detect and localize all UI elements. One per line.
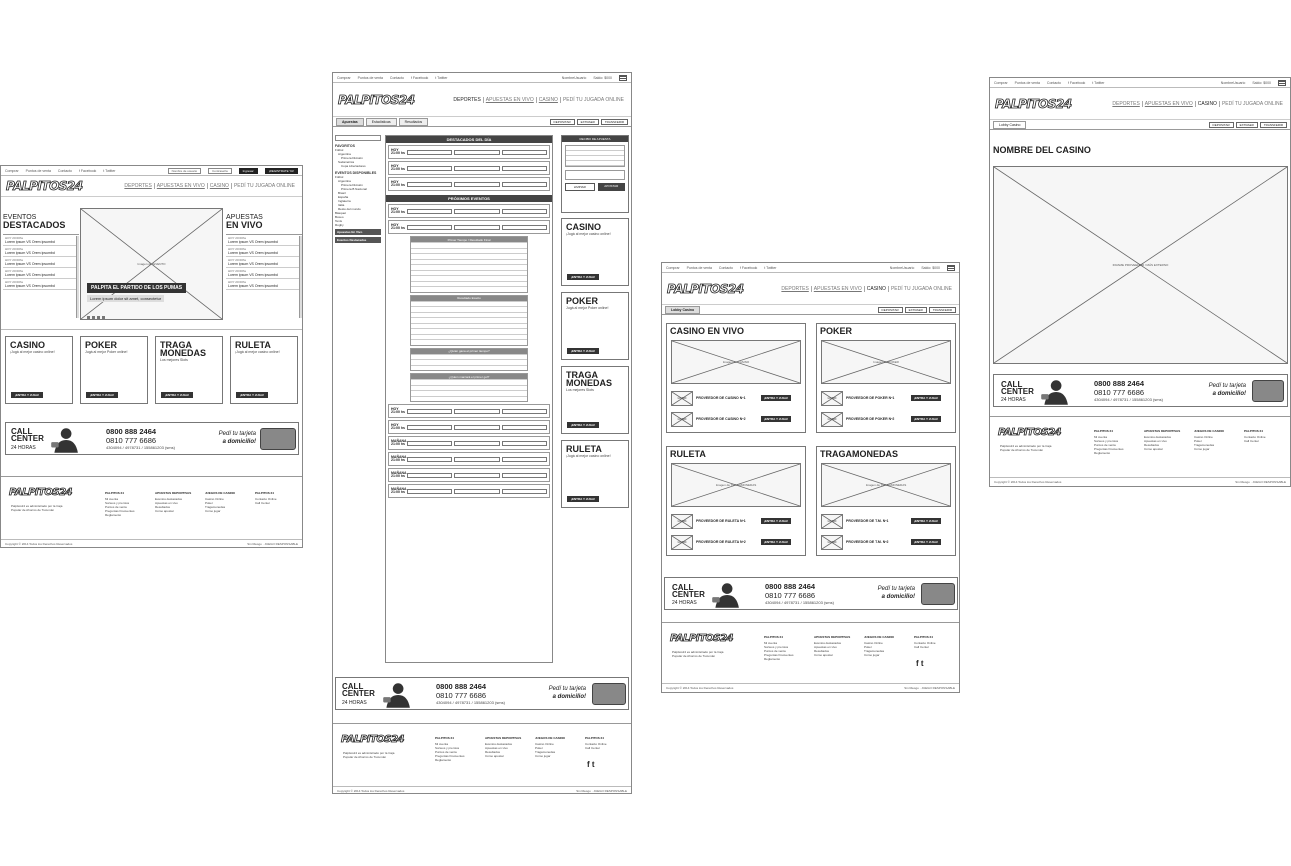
footer-col-3: JUEGOS DE CASINO Casino Online Poker Tragamonedas Cómo jugar (864, 635, 895, 657)
section-image[interactable]: Imagen de TRAGAMONEDAS (671, 463, 801, 507)
tab-apuestas[interactable]: Apuestas (336, 118, 364, 126)
tab-lobby-casino[interactable]: Lobby Casino (665, 306, 700, 314)
provider-row[interactable]: LOGO PROVEEDOR DE CASINO Nº1 ¡ENTRA Y JUGA! (671, 390, 791, 406)
twitter-link[interactable]: t Twitter (764, 265, 777, 270)
card-poker[interactable]: POKER Jugá al mejor Poker online! ¡ENTRA Y JUGA! (561, 292, 629, 360)
nav-apuestas-vivo[interactable]: APUESTAS EN VIVO (486, 97, 537, 103)
nav-pedi-jugada[interactable]: PEDÍ TU JUGADA ONLINE (1221, 100, 1283, 107)
provider-row[interactable]: LOGO PROVEEDOR DE T.M. Nº1 ¡ENTRA Y JUGA! (821, 513, 941, 529)
tree-item[interactable]: Inglaterra (338, 199, 351, 203)
link-comprar[interactable]: Comprar (5, 168, 19, 173)
section-title: RULETA (670, 449, 706, 459)
en-vivo-panel (226, 214, 302, 324)
footer-info: Palpitos24 es administrado por la Caja Popular de Ahorros de Tucumán (11, 504, 63, 512)
play-button[interactable]: ¡ENTRA Y JUGA! (761, 518, 791, 524)
operator-icon (48, 427, 80, 453)
facebook-link[interactable]: f Facebook (1067, 80, 1086, 85)
footer-col-4: PALPITOS 24 Contacto Online Call Center (1244, 429, 1266, 443)
footer-logo[interactable]: PALPITOS24 (998, 427, 1062, 438)
twitter-link[interactable]: t Twitter (1092, 80, 1105, 85)
odds-row[interactable] (411, 339, 527, 345)
section-ruleta (666, 446, 806, 556)
call-hours: 24 HORAS (1001, 397, 1026, 403)
menu-icon[interactable] (1278, 80, 1286, 86)
provider-row[interactable]: LOGO PROVEEDOR DE POKER Nº2 ¡ENTRA Y JUGA! (821, 411, 941, 427)
copyright: Copyright © 2014 Todos los Derechos Reservados Sin Riesgo · JUEGO RESPONSABLE (990, 477, 1290, 486)
operator-icon (380, 682, 412, 708)
social-icons[interactable] (916, 659, 924, 668)
play-button[interactable]: ¡ENTRA Y JUGA! (911, 518, 941, 524)
top-bar (333, 73, 631, 83)
password-input[interactable]: Contraseña (208, 168, 232, 174)
nav-pedi-jugada[interactable]: PEDÍ TU JUGADA ONLINE (890, 285, 952, 292)
call-number-3: 4304094 / 4978731 / 155861203 (sms) (436, 700, 505, 705)
nav-deportes[interactable]: DEPORTES (781, 286, 811, 292)
nav-apuestas-vivo[interactable]: APUESTAS EN VIVO (157, 183, 208, 189)
footer-col-2: APUESTAS DEPORTIVAS Eventos destacados Apuestas en vivo Resultados Cómo apostar (155, 491, 192, 513)
facebook-icon[interactable]: f (916, 659, 919, 668)
play-button[interactable]: ¡ENTRA Y JUGA! (11, 392, 43, 398)
bet-slip-header: RECIBO DE APUESTA (562, 136, 628, 142)
play-button[interactable]: ¡ENTRA Y JUGA! (567, 422, 599, 428)
list-item[interactable]: HOY 20:00hs Lorem ipsum VS Orem ipsumbd (3, 235, 79, 246)
list-item[interactable]: HOY 20:00hs Lorem ipsum VS Orem ipsumbd (3, 257, 79, 268)
odds-row[interactable] (411, 365, 527, 371)
call-number-2: 0810 777 6686 (1094, 388, 1145, 397)
card-casino[interactable]: CASINO ¡Jugá al mejor casino online! ¡ENTRA Y JUGA! (5, 336, 73, 404)
bet-slip-amount[interactable] (565, 170, 625, 180)
play-button[interactable]: ¡ENTRA Y JUGA! (567, 274, 599, 280)
list-item[interactable]: HOY 20:00hs Lorem ipsum VS Orem ipsumbd (226, 279, 302, 290)
social-icons[interactable] (587, 760, 595, 769)
event-row[interactable]: HOY 21:00 hs (388, 404, 550, 418)
call-center-banner[interactable] (5, 422, 299, 455)
tree-item[interactable]: España (338, 195, 349, 199)
events-column (385, 135, 553, 663)
section-title: POKER (820, 326, 853, 336)
section-tragamonedas (816, 446, 956, 556)
operator-icon (709, 582, 741, 608)
user-name[interactable]: NombreUsuario (889, 265, 915, 270)
card-image (921, 583, 955, 605)
nav-casino[interactable]: CASINO (1198, 101, 1220, 107)
tree-item[interactable]: Primera B Nacional (341, 187, 367, 191)
nav-apuestas-vivo[interactable]: APUESTAS EN VIVO (814, 286, 865, 292)
nav-pedi-jugada[interactable]: PEDÍ TU JUGADA ONLINE (233, 183, 295, 189)
call-pedi-tarjeta: Pedí tu tarjeta a domicilio! (1208, 383, 1246, 397)
footer-col-2: APUESTAS DEPORTIVAS Eventos destacados Apuestas en vivo Resultados Cómo apostar (485, 736, 522, 758)
footer-info: Palpitos24 es administrado por la Caja Popular de Ahorros de Tucumán (1000, 444, 1052, 452)
market-resultado-exacto: Resultado Exacto (410, 295, 528, 346)
iframe-caption: IFRAME PROVEEDOR / MÁS EXTERNO (1112, 263, 1169, 267)
provider-row[interactable]: LOGO PROVEEDOR DE RULETA Nº2 ¡ENTRA Y JUGA! (671, 534, 791, 550)
extraer-button[interactable]: EXTRAER (1236, 122, 1258, 128)
nav-casino[interactable]: CASINO (867, 286, 889, 292)
call-pedi-tarjeta: Pedí tu tarjeta a domicilio! (877, 586, 915, 600)
eventos-destacados-button[interactable]: Eventos Destacados (335, 237, 381, 243)
footer-info: Palpitos24 es administrado por la Caja Popular de Ahorros de Tucumán (343, 751, 395, 759)
card-image (260, 428, 296, 450)
call-title: CALL CENTER (11, 427, 44, 443)
destacados-panel (3, 214, 79, 324)
tab-resultados[interactable]: Resultados (399, 118, 429, 126)
call-title: CALL CENTER (1001, 380, 1034, 396)
nav-deportes[interactable]: DEPORTES (124, 183, 154, 189)
tree-item[interactable]: Rugby (335, 223, 344, 227)
casino-iframe[interactable] (993, 166, 1288, 364)
link-puntos-venta[interactable]: Puntos de venta (1014, 80, 1040, 85)
banner-caption: Imagen del EVENTO (137, 262, 166, 266)
tree-item[interactable]: Fútbol (335, 148, 344, 152)
footer-col-1: PALPITOS 24 Mi cuenta Sorteos y premios Puntos de venta Preguntas Frecuentes Reglamento (1094, 429, 1124, 455)
copyright: Copyright © 2014 Todos los Derechos Reservados Sin Riesgo · JUEGO RESPONSABLE (662, 683, 959, 692)
list-item[interactable]: HOY 20:00hs Lorem ipsum VS Orem ipsumbd (226, 235, 302, 246)
call-center-banner[interactable] (664, 577, 958, 610)
facebook-icon[interactable]: f (587, 760, 590, 769)
link-comprar[interactable]: Comprar (666, 265, 680, 270)
transferir-button[interactable]: TRANSFERIR (1260, 122, 1287, 128)
scrollbar[interactable] (299, 236, 302, 318)
link-contacto[interactable]: Contacto (1046, 80, 1061, 85)
link-puntos-venta[interactable]: Puntos de venta (357, 75, 383, 80)
market-primer-tiempo: Primer Tiempo / Resultado Final (410, 236, 528, 293)
apuestas-vivo-button[interactable]: Apuestas En Vivo (335, 229, 381, 235)
tree-item[interactable]: Primera División (341, 183, 363, 187)
list-item[interactable]: HOY 20:00hs Lorem ipsum VS Orem ipsumbd (226, 246, 302, 257)
site-footer (333, 723, 631, 794)
transferir-button[interactable]: TRANSFERIR (929, 307, 956, 313)
destacados-header: DESTACADOS DEL DÍA (386, 136, 552, 143)
vivo-title-b: EN VIVO (226, 220, 263, 230)
nav-casino[interactable]: CASINO (539, 97, 561, 103)
footer-logo[interactable]: PALPITOS24 (9, 487, 73, 498)
eventos-disponibles-heading: EVENTOS DISPONIBLES (335, 171, 377, 175)
provider-row[interactable]: LOGO PROVEEDOR DE POKER Nº1 ¡ENTRA Y JUGA! (821, 390, 941, 406)
sub-tabs (333, 117, 631, 127)
footer-col-4: PALPITOS 24 Contacto Online Call Center (914, 635, 936, 649)
call-number-1: 0800 888 2464 (765, 582, 816, 591)
play-button[interactable]: ¡ENTRA Y JUGA! (236, 392, 268, 398)
call-title: CALL CENTER (342, 682, 375, 698)
bet-slip (561, 135, 629, 213)
event-row[interactable]: MAÑANA 21:00 hs (388, 484, 550, 498)
call-number-1: 0800 888 2464 (1094, 379, 1145, 388)
nav-casino[interactable]: CASINO (210, 183, 232, 189)
top-bar (1, 166, 302, 176)
depositar-button[interactable]: DEPOSITAR (878, 307, 903, 313)
footer-col-1: PALPITOS 24 Mi cuenta Sorteos y premios Puntos de venta Preguntas Frecuentes Reglamento (764, 635, 794, 661)
site-footer (1, 476, 302, 548)
link-contacto[interactable]: Contacto (718, 265, 733, 270)
tree-item[interactable]: Sudamérica (338, 160, 355, 164)
section-image[interactable]: Imagen de TRAGAMONEDAS (821, 463, 951, 507)
nav-apuestas-vivo[interactable]: APUESTAS EN VIVO (1145, 101, 1196, 107)
play-button[interactable]: ¡ENTRA Y JUGA! (161, 392, 193, 398)
footer-col-1: PALPITOS 24 Mi cuenta Sorteos y premios Puntos de venta Preguntas Frecuentes Reglamento (105, 491, 135, 517)
call-number-3: 4304094 / 4978731 / 155861203 (sms) (765, 600, 834, 605)
list-item[interactable]: HOY 20:00hs Lorem ipsum VS Orem ipsumbd (3, 246, 79, 257)
user-saldo: Saldo: $000 (593, 75, 612, 80)
link-comprar[interactable]: Comprar (337, 75, 351, 80)
depositar-button[interactable]: DEPOSITAR (550, 119, 575, 125)
tree-item[interactable]: Tenis (335, 219, 343, 223)
site-footer (662, 622, 959, 693)
nav-pedi-jugada[interactable]: PEDÍ TU JUGADA ONLINE (562, 96, 624, 103)
facebook-link[interactable]: f Facebook (78, 168, 97, 173)
tree-item[interactable]: Básquet (335, 211, 347, 215)
top-bar (662, 263, 959, 273)
market-primer-gol: ¿Quién marcará el primer gol? (410, 373, 528, 402)
provider-row[interactable]: LOGO PROVEEDOR DE CASINO Nº2 ¡ENTRA Y JUGA! (671, 411, 791, 427)
twitter-icon[interactable]: t (920, 659, 924, 668)
home-page-mockup (0, 165, 303, 548)
destacados-title-b: DESTACADOS (3, 220, 66, 230)
facebook-link[interactable]: f Facebook (410, 75, 429, 80)
footer-logo[interactable]: PALPITOS24 (341, 734, 405, 745)
sub-tabs (990, 120, 1290, 130)
card-poker[interactable]: POKER Jugá al mejor Poker online! ¡ENTRA Y JUGA! (80, 336, 148, 404)
tree-item[interactable]: Boxeo (335, 215, 344, 219)
site-header (990, 88, 1290, 120)
depositar-button[interactable]: DEPOSITAR (1209, 122, 1234, 128)
menu-icon[interactable] (947, 265, 955, 271)
site-logo[interactable]: PALPITOS24 (667, 281, 744, 296)
call-hours: 24 HORAS (672, 600, 697, 606)
sports-sidebar (335, 135, 381, 243)
transferir-button[interactable]: TRANSFERIR (601, 119, 628, 125)
section-title: TRAGAMONEDAS (820, 449, 898, 459)
call-pedi-tarjeta: Pedí tu tarjeta a domicilio! (218, 431, 256, 445)
featured-banner[interactable] (80, 208, 223, 320)
sub-tabs (662, 305, 959, 315)
card-ruleta[interactable]: RULETA ¡Jugá al mejor casino online! ¡ENTRA Y JUGA! (230, 336, 298, 404)
vivo-title-a: APUESTAS (226, 214, 263, 221)
tree-item[interactable]: Italia (338, 203, 345, 207)
footer-col-3: JUEGOS DE CASINO Casino Online Poker Tragamonedas Cómo jugar (1194, 429, 1225, 451)
footer-col-2: APUESTAS DEPORTIVAS Eventos destacados Apuestas en vivo Resultados Cómo apostar (814, 635, 851, 657)
card-image (1252, 380, 1284, 402)
play-button[interactable]: ¡ENTRA Y JUGA! (86, 392, 118, 398)
footer-info: Palpitos24 es administrado por la Caja Popular de Ahorros de Tucumán (672, 650, 724, 658)
user-name[interactable]: NombreUsuario (1220, 80, 1246, 85)
call-hours: 24 HORAS (11, 445, 36, 451)
odds-row[interactable] (411, 396, 527, 402)
card-tragamonedas[interactable]: TRAGA MONEDAS Los mejores Slots ¡ENTRA Y JUGA! (561, 366, 629, 434)
call-number-1: 0800 888 2464 (106, 427, 157, 436)
market-primer-tiempo-ganador: ¿Quién gana el primer tiempo? (410, 348, 528, 372)
limpiar-button[interactable]: LIMPIAR (565, 183, 595, 191)
odds-row[interactable] (411, 286, 527, 292)
play-button[interactable]: ¡ENTRA Y JUGA! (911, 539, 941, 545)
event-row[interactable]: HOY 21:00 hs (388, 204, 550, 218)
sidebar-search-input[interactable] (335, 135, 381, 141)
list-item[interactable]: HOY 20:00hs Lorem ipsum VS Orem ipsumbd (3, 279, 79, 290)
site-header (333, 83, 631, 117)
section-image[interactable]: Imagen de CASINO (671, 340, 801, 384)
card-casino[interactable]: CASINO ¡Jugá al mejor casino online! ¡ENTRA Y JUGA! (561, 218, 629, 286)
user-saldo: Saldo: $000 (921, 265, 940, 270)
footer-col-2: APUESTAS DEPORTIVAS Eventos destacados Apuestas en vivo Resultados Cómo apostar (1144, 429, 1181, 451)
play-button[interactable]: ¡ENTRA Y JUGA! (911, 416, 941, 422)
banner-title: PALPITA EL PARTIDO DE LOS PUMAS (87, 283, 186, 293)
favoritos-heading: FAVORITOS (335, 144, 355, 148)
banner-pager[interactable] (87, 306, 107, 320)
play-button[interactable]: ¡ENTRA Y JUGA! (761, 416, 791, 422)
twitter-link[interactable]: t Twitter (103, 168, 116, 173)
site-header (662, 273, 959, 305)
tree-item[interactable]: Argentina (338, 179, 351, 183)
event-row[interactable]: HOY 21:00 hs (388, 420, 550, 434)
tree-item[interactable]: Argentina (338, 152, 351, 156)
section-image[interactable]: Imagen de POKER (821, 340, 951, 384)
event-row[interactable]: MAÑANA 21:00 hs (388, 468, 550, 482)
call-number-2: 0810 777 6686 (106, 436, 157, 445)
apostar-button[interactable]: APOSTAR (598, 183, 626, 191)
twitter-icon[interactable]: t (591, 760, 595, 769)
site-logo[interactable]: PALPITOS24 (995, 96, 1072, 111)
play-button[interactable]: ¡ENTRA Y JUGA! (567, 496, 599, 502)
section-poker (816, 323, 956, 433)
event-row[interactable]: HOY 21:00 hs (388, 220, 550, 234)
event-row[interactable]: MAÑANA 21:00 hs (388, 452, 550, 466)
call-hours: 24 HORAS (342, 700, 367, 706)
call-title: CALL CENTER (672, 583, 705, 599)
sports-page-mockup (332, 72, 632, 794)
username-input[interactable]: Nombre de usuario (168, 168, 202, 174)
footer-col-3: JUEGOS DE CASINO Casino Online Poker Tragamonedas Cómo jugar (535, 736, 566, 758)
card-image (592, 683, 626, 705)
link-puntos-venta[interactable]: Puntos de venta (25, 168, 51, 173)
scrollbar[interactable] (76, 236, 79, 318)
link-contacto[interactable]: Contacto (389, 75, 404, 80)
site-logo[interactable]: PALPITOS24 (6, 179, 83, 193)
extraer-button[interactable]: EXTRAER (577, 119, 599, 125)
call-center-banner[interactable] (335, 677, 629, 710)
call-number-2: 0810 777 6686 (765, 591, 816, 600)
event-row[interactable]: HOY 21:00 hs (388, 177, 550, 191)
call-number-3: 4304094 / 4978731 / 155861203 (sms) (106, 445, 175, 450)
call-number-2: 0810 777 6686 (436, 691, 487, 700)
card-ruleta[interactable]: RULETA ¡Jugá al mejor casino online! ¡ENTRA Y JUGA! (561, 440, 629, 508)
casino-name-title: NOMBRE DEL CASINO (993, 145, 1091, 155)
section-casino-en-vivo (666, 323, 806, 433)
operator-icon (1038, 379, 1070, 405)
banner-subtitle: Lorem ipsum dolor sit amet, consectetur (87, 295, 164, 302)
proximos-header: PRÓXIMOS EVENTOS (386, 195, 552, 202)
link-comprar[interactable]: Comprar (994, 80, 1008, 85)
facebook-link[interactable]: f Facebook (739, 265, 758, 270)
nav-deportes[interactable]: DEPORTES (453, 97, 483, 103)
list-item[interactable]: HOY 20:00hs Lorem ipsum VS Orem ipsumbd (3, 268, 79, 279)
card-tragamonedas[interactable]: TRAGA MONEDAS Los mejores Slots ¡ENTRA Y JUGA! (155, 336, 223, 404)
tree-item[interactable]: Fútbol (335, 175, 344, 179)
copyright: Copyright © 2014 Todos los Derechos Reservados Sin Riesgo · JUEGO RESPONSABLE (1, 539, 302, 548)
call-pedi-tarjeta: Pedí tu tarjeta a domicilio! (548, 686, 586, 700)
event-row[interactable]: HOY 21:00 hs (388, 145, 550, 159)
play-button[interactable]: ¡ENTRA Y JUGA! (761, 395, 791, 401)
casino-game-mockup (989, 77, 1291, 487)
provider-row[interactable]: LOGO PROVEEDOR DE RULETA Nº1 ¡ENTRA Y JUGA! (671, 513, 791, 529)
site-header (1, 176, 302, 197)
play-button[interactable]: ¡ENTRA Y JUGA! (567, 348, 599, 354)
link-puntos-venta[interactable]: Puntos de venta (686, 265, 712, 270)
casino-lobby-mockup (661, 262, 960, 693)
event-row[interactable]: MAÑANA 21:00 hs (388, 436, 550, 450)
register-button[interactable]: ¡REGISTRATE YA! (265, 168, 298, 174)
copyright: Copyright © 2014 Todos los Derechos Reservados Sin Riesgo · JUEGO RESPONSABLE (333, 786, 631, 794)
provider-row[interactable]: LOGO PROVEEDOR DE T.M. Nº2 ¡ENTRA Y JUGA! (821, 534, 941, 550)
footer-col-1: PALPITOS 24 Mi cuenta Sorteos y premios Puntos de venta Preguntas Frecuentes Reglamento (435, 736, 465, 762)
call-number-1: 0800 888 2464 (436, 682, 487, 691)
list-item[interactable]: HOY 20:00hs Lorem ipsum VS Orem ipsumbd (226, 268, 302, 279)
destacados-title-a: EVENTOS (3, 214, 37, 221)
tree-item[interactable]: Brasil (338, 191, 346, 195)
bet-slip-list[interactable] (565, 145, 625, 167)
nav-deportes[interactable]: DEPORTES (1112, 101, 1142, 107)
tab-lobby-casino[interactable]: Lobby Casino (993, 121, 1026, 129)
footer-logo[interactable]: PALPITOS24 (670, 633, 734, 644)
footer-col-4: PALPITOS 24 Contacto Online Call Center (255, 491, 277, 505)
top-bar (990, 78, 1290, 88)
site-footer (990, 416, 1290, 487)
event-row[interactable]: HOY 21:00 hs (388, 161, 550, 175)
tree-item[interactable]: Resto del mundo (338, 207, 361, 211)
footer-col-3: JUEGOS DE CASINO Casino Online Poker Tragamonedas Cómo jugar (205, 491, 236, 513)
user-saldo: Saldo: $000 (1252, 80, 1271, 85)
play-button[interactable]: ¡ENTRA Y JUGA! (911, 395, 941, 401)
login-button[interactable]: Ingresar (239, 168, 258, 174)
footer-col-4: PALPITOS 24 Contacto Online Call Center (585, 736, 607, 750)
section-title: CASINO EN VIVO (670, 326, 745, 336)
user-name[interactable]: NombreUsuario (561, 75, 587, 80)
menu-icon[interactable] (619, 75, 627, 81)
tree-item[interactable]: Primera División (341, 156, 363, 160)
site-logo[interactable]: PALPITOS24 (338, 92, 415, 107)
link-contacto[interactable]: Contacto (57, 168, 72, 173)
tree-item[interactable]: Copa Libertadores (341, 164, 366, 168)
list-item[interactable]: HOY 20:00hs Lorem ipsum VS Orem ipsumbd (226, 257, 302, 268)
play-button[interactable]: ¡ENTRA Y JUGA! (761, 539, 791, 545)
extraer-button[interactable]: EXTRAER (905, 307, 927, 313)
twitter-link[interactable]: t Twitter (435, 75, 448, 80)
call-number-3: 4304094 / 4978731 / 155861203 (sms) (1094, 397, 1163, 402)
tab-estadisticas[interactable]: Estadísticas (366, 118, 397, 126)
call-center-banner[interactable] (993, 374, 1288, 407)
